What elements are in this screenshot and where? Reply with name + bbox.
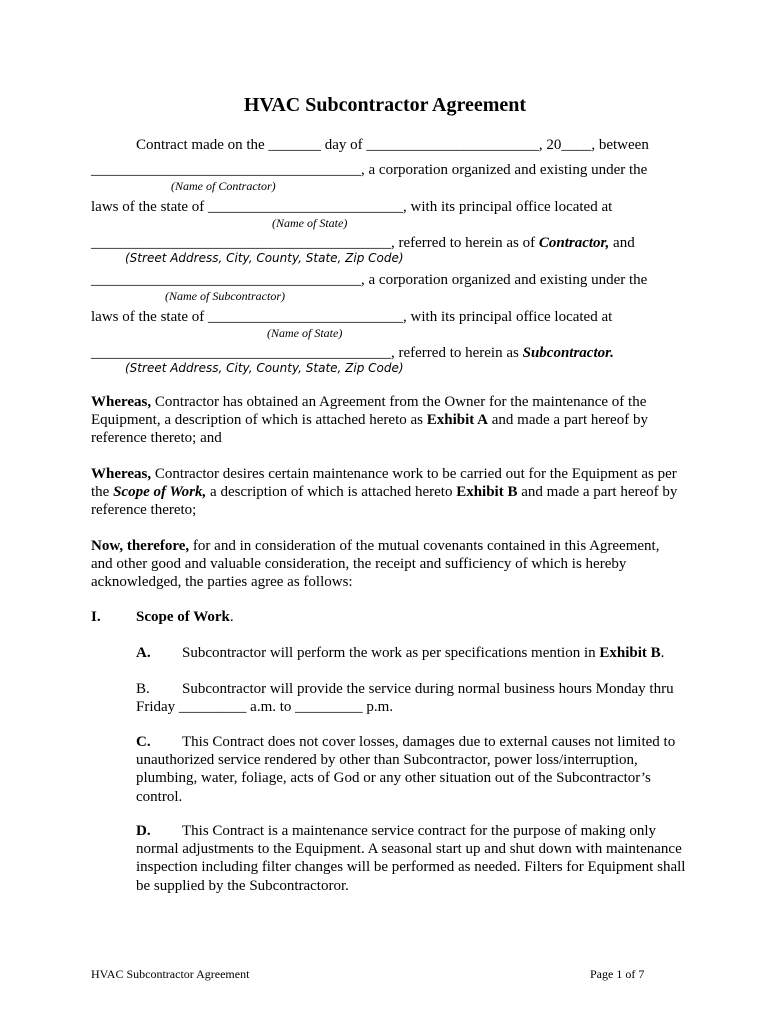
subcontractor-role: Subcontractor. <box>522 345 614 361</box>
contractor-state-caption: (Name of State) <box>272 216 348 230</box>
whereas-paragraph-1: Whereas, Contractor has obtained an Agreement from the Owner for the maintenance of the Equipment, a description of which is attached hereto as Exhibit A and made a part hereof by reference thereto; and <box>91 394 648 447</box>
subcontractor-address-caption: (Street Address, City, County, State, Zip Code) <box>125 361 404 375</box>
clause-a-letter: A. <box>136 645 151 661</box>
footer-document-title: HVAC Subcontractor Agreement <box>91 967 250 981</box>
subcontractor-name-caption: (Name of Subcontractor) <box>165 289 285 303</box>
subcontractor-name-line: ____________________________________, a corporation organized and existing under the <box>91 272 648 288</box>
contractor-name-line: ____________________________________, a corporation organized and existing under the <box>91 162 648 178</box>
clause-a: A. Subcontractor will perform the work as per specifications mention in Exhibit B. <box>136 645 665 661</box>
clause-d: D. This Contract is a maintenance service contract for the purpose of making only normal adjustments to the Equipment. A seasonal start up and shut down with maintenance inspection including filter changes will be performed as needed. Filters for Equipment shall be supplied by the Subcontractoror. <box>136 823 686 894</box>
subcontractor-state-caption: (Name of State) <box>267 326 343 340</box>
subcontractor-state-line: laws of the state of __________________________, with its principal office located at <box>91 309 613 325</box>
contractor-address-line <box>91 234 635 252</box>
subcontractor-address-line <box>91 344 614 362</box>
contractor-name-caption: (Name of Contractor) <box>171 179 276 193</box>
footer-page-number: Page 1 of 7 <box>590 967 645 981</box>
contractor-state-line: laws of the state of __________________________, with its principal office located at <box>91 199 613 215</box>
clause-b: B. Subcontractor will provide the service during normal business hours Monday thru Friday _________ a.m. to _________ p.m. <box>136 681 674 716</box>
whereas-lead: Whereas, <box>91 466 152 482</box>
contractor-address-blank: ________________________________________, referred to herein as of <box>91 235 539 251</box>
clause-c-letter: C. <box>136 734 151 750</box>
contractor-address-caption: (Street Address, City, County, State, Zip Code) <box>125 251 404 265</box>
clause-b-letter: B. <box>136 681 150 697</box>
clause-c: C. This Contract does not cover losses, damages due to external causes not limited to unauthorized service rendered by other than Subcontractor, power loss/interruption, plumbing, water, foliage, acts of God or any other situation out of the Subcontractor’s control. <box>136 734 676 805</box>
whereas-lead: Whereas, <box>91 394 152 410</box>
now-therefore-lead: Now, therefore, <box>91 538 190 554</box>
section-1-numeral: I. <box>91 609 101 625</box>
exhibit-b-ref: Exhibit B <box>456 484 518 501</box>
section-1-title: Scope of Work <box>136 609 230 625</box>
whereas-paragraph-2: Whereas, Contractor desires certain maintenance work to be carried out for the Equipment as per the Scope of Work, a description of which is attached hereto Exhibit B and made a part hereof by reference thereto; <box>91 466 678 519</box>
subcontractor-address-blank: ________________________________________, referred to herein as <box>91 345 523 361</box>
now-therefore-paragraph: Now, therefore, for and in consideration of the mutual covenants contained in this Agreement, and other good and valuable consideration, the receipt and sufficiency of which is hereby acknowledged, the parties agree as follows: <box>91 538 660 591</box>
contractor-address-end: and <box>609 235 635 251</box>
clause-d-letter: D. <box>136 823 151 839</box>
scope-of-work-ref: Scope of Work, <box>113 484 207 501</box>
exhibit-a-ref: Exhibit A <box>426 412 489 429</box>
contractor-role: Contractor, <box>538 235 610 251</box>
document-title: HVAC Subcontractor Agreement <box>243 94 527 116</box>
exhibit-b-ref: Exhibit B <box>599 645 661 661</box>
section-1-heading: I. Scope of Work. <box>91 609 234 625</box>
contract-date-line: Contract made on the _______ day of _______________________, 20____, between <box>136 137 649 153</box>
